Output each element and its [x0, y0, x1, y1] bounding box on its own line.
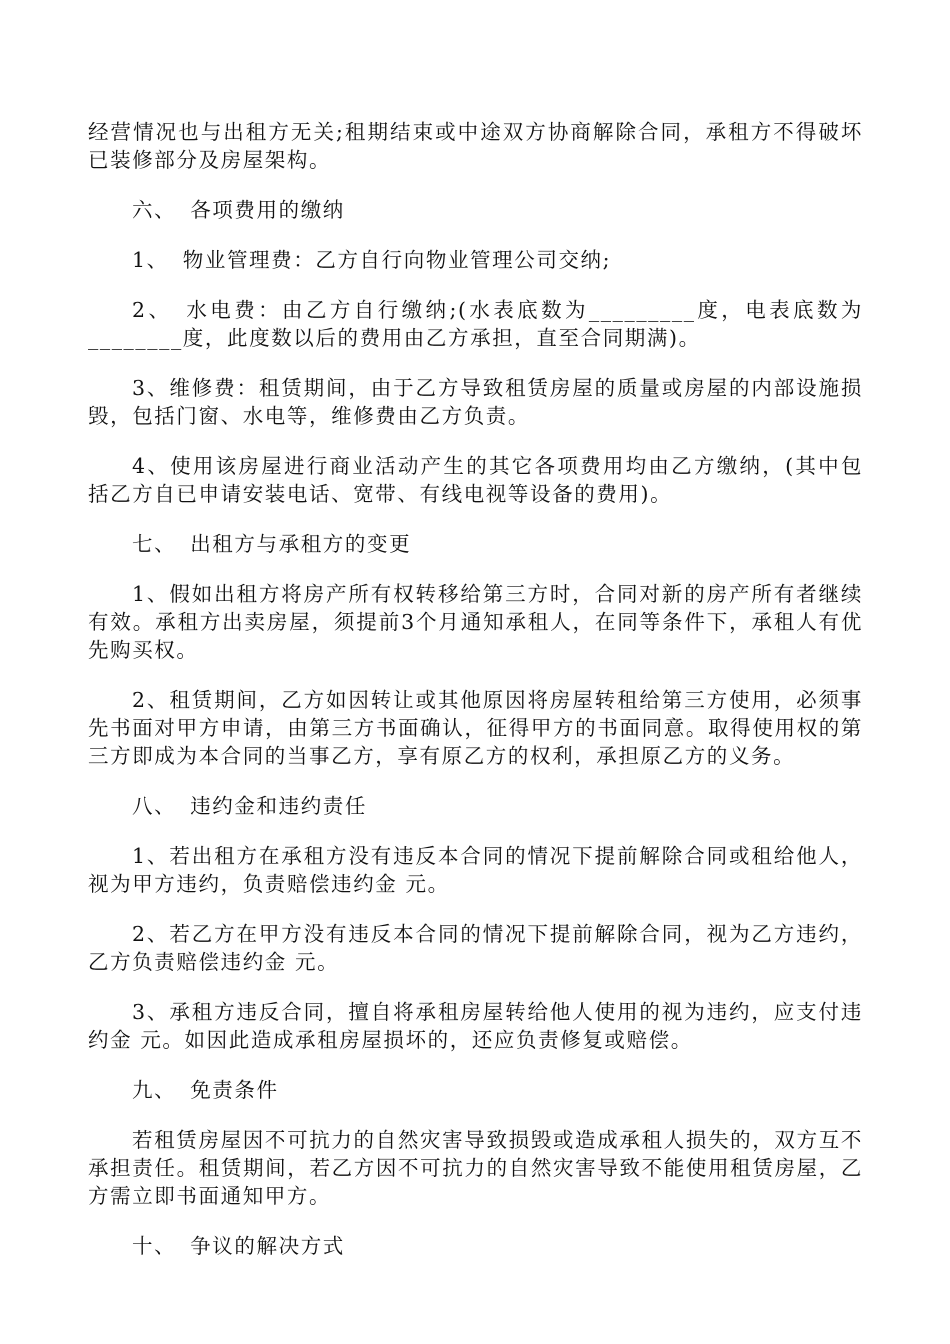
paragraph: 3、承租方违反合同，擅自将承租房屋转给他人使用的视为违约，应支付违约金 元。如因此造成承租房屋损坏的，还应负责修复或赔偿。	[88, 1000, 863, 1052]
section-number: 九、	[132, 1078, 177, 1102]
section-title: 各项费用的缴纳	[190, 198, 345, 222]
section-heading-8	[88, 792, 863, 820]
paragraph: 3、维修费：租赁期间，由于乙方导致租赁房屋的质量或房屋的内部设施损毁，包括门窗、水电等，维修费由乙方负责。	[88, 376, 863, 428]
paragraph: 1、假如出租方将房产所有权转移给第三方时，合同对新的房产所有者继续有效。承租方出卖房屋，须提前3个月通知承租人，在同等条件下，承租人有优先购买权。	[88, 582, 863, 662]
section-number: 七、	[132, 532, 177, 556]
section-number: 八、	[132, 794, 177, 818]
section-number: 十、	[132, 1234, 177, 1258]
item-text: 物业管理费：乙方自行向物业管理公司交纳;	[182, 248, 612, 272]
section-title: 争议的解决方式	[190, 1234, 345, 1258]
paragraph: 经营情况也与出租方无关;租期结束或中途双方协商解除合同，承租方不得破坏已装修部分及房屋架构。	[88, 120, 863, 172]
item-number: 1、	[132, 248, 169, 272]
paragraph: 4、使用该房屋进行商业活动产生的其它各项费用均由乙方缴纳，(其中包括乙方自已申请安装电话、宽带、有线电视等设备的费用)。	[88, 454, 863, 506]
paragraph: 若租赁房屋因不可抗力的自然灾害导致损毁或造成承租人损失的，双方互不承担责任。租赁期间，若乙方因不可抗力的自然灾害导致不能使用租赁房屋，乙方需立即书面通知甲方。	[88, 1128, 863, 1208]
section-number: 六、	[132, 198, 177, 222]
section-heading-9	[88, 1076, 863, 1104]
list-item	[88, 296, 863, 352]
section-title: 出租方与承租方的变更	[190, 532, 412, 556]
document-body	[88, 118, 863, 1282]
section-title: 免责条件	[190, 1078, 279, 1102]
item-number: 2、	[132, 298, 173, 322]
section-heading-6	[88, 196, 863, 224]
list-item	[88, 246, 863, 274]
paragraph: 1、若出租方在承租方没有违反本合同的情况下提前解除合同或租给他人，视为甲方违约，负责赔偿违约金 元。	[88, 844, 863, 896]
section-title: 违约金和违约责任	[190, 794, 368, 818]
paragraph: 2、租赁期间，乙方如因转让或其他原因将房屋转租给第三方使用，必须事先书面对甲方申请，由第三方书面确认，征得甲方的书面同意。取得使用权的第三方即成为本合同的当事乙方，享有原乙方的权利，承担原乙方的义务。	[88, 688, 863, 768]
item-text: 水电费：由乙方自行缴纳;(水表底数为_________度，电表底数为________度，此度数以后的费用由乙方承担，直至合同期满)。	[88, 298, 863, 350]
section-heading-7	[88, 530, 863, 558]
paragraph: 2、若乙方在甲方没有违反本合同的情况下提前解除合同，视为乙方违约，乙方负责赔偿违约金 元。	[88, 922, 863, 974]
section-heading-10	[88, 1232, 863, 1260]
